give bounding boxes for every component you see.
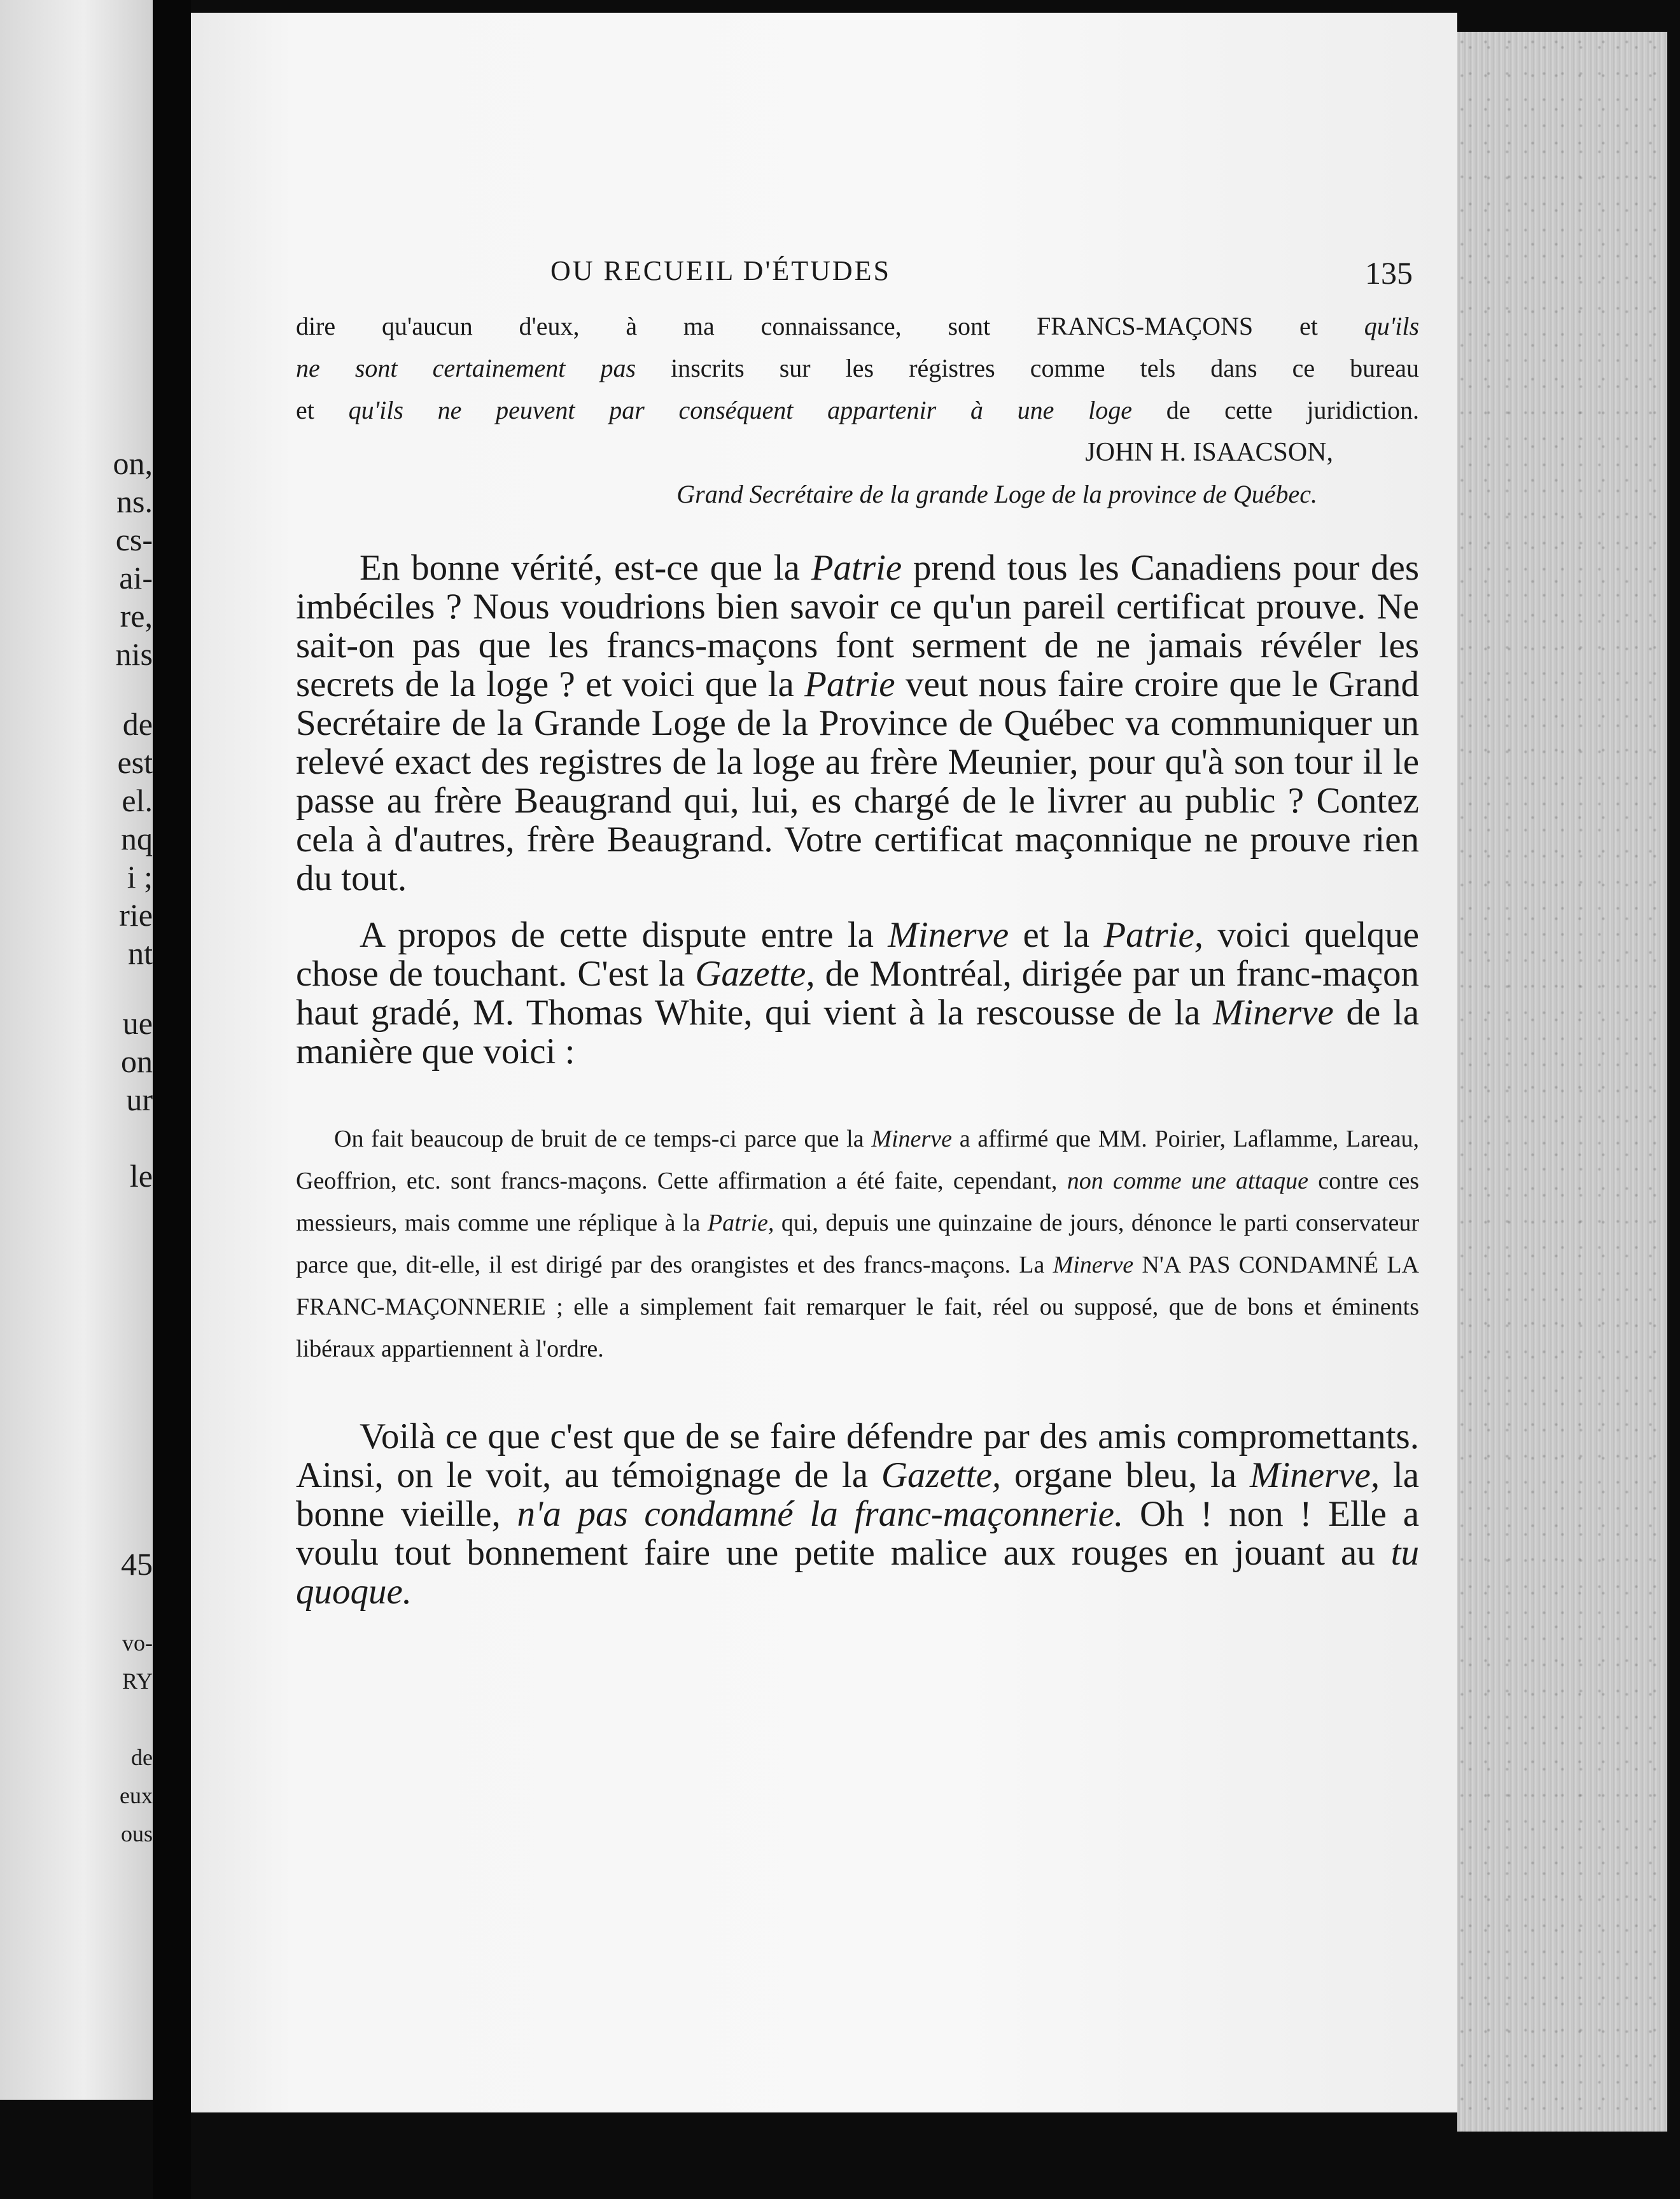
paragraph-text: En bonne vérité, est-ce que la: [360, 548, 800, 588]
signer-title: Grand Secrétaire de la grande Loge de la province de Québec.: [676, 480, 1317, 508]
certificate-text: FRANCS-MAÇONS: [1037, 312, 1254, 340]
paragraph-text: de Montréal, dirigée par un franc-maçon haut gradé, M. Thomas White, qui vient à la rescousse de la: [296, 954, 1420, 1033]
paragraph-text: Oh ! non ! Elle a voulu tout bonnement faire une petite malice aux rouges en jouant au: [296, 1494, 1420, 1573]
facing-page-fragment: nis: [115, 636, 153, 672]
quote-text: a affirmé que MM. Poirier, Laflamme, Lareau, Geoffrion, etc. sont francs-maçons. Cette affirmation a été faite, cependant,: [296, 1126, 1420, 1194]
certificate-italic: qu'ils ne peuvent par conséquent appartenir à une loge: [348, 396, 1132, 424]
page-number: 135: [1365, 255, 1413, 291]
quote-italic: Patrie,: [707, 1210, 774, 1236]
facing-page-fragment: RY: [122, 1668, 153, 1694]
running-head: [296, 255, 1419, 305]
paragraph-italic: Patrie: [804, 664, 895, 704]
certificate-italic: qu'ils: [1364, 312, 1420, 340]
certificate-text: inscrits sur les régistres comme tels dans ce bureau: [671, 354, 1420, 382]
certificate-text: de cette juridiction.: [1166, 396, 1420, 424]
paragraph-text: de la manière que voici :: [296, 993, 1420, 1072]
signer-name: JOHN H. ISAACSON,: [1085, 438, 1333, 467]
facing-page-fragment: ur: [126, 1082, 153, 1117]
facing-page-fragment: ai-: [119, 560, 153, 596]
quote-text: N'A PAS CONDAMNÉ LA FRANC-MAÇONNERIE ; elle a simplement fait remarquer le fait, réel ou supposé, que de bons et éminents libéraux appartiennent à l'ordre.: [296, 1252, 1419, 1362]
paragraph-italic: Patrie,: [1103, 915, 1204, 955]
facing-page-left: [0, 0, 153, 2100]
facing-page-fragment: est: [117, 744, 153, 780]
quote-italic: Minerve: [871, 1126, 952, 1152]
paragraph-text: voici quelque chose de touchant. C'est la: [296, 915, 1420, 994]
paragraph-text: la bonne vieille,: [296, 1455, 1420, 1534]
facing-page-fragment: ous: [120, 1821, 153, 1846]
certificate-text: et: [296, 396, 314, 424]
facing-page-fragment: ns.: [116, 484, 153, 519]
paragraph-1: [296, 548, 1419, 898]
book-gutter: [153, 0, 191, 2199]
paragraph-text: prend tous les Canadiens pour des imbéciles ? Nous voudrions bien savoir ce qu'un pareil certificat prouve. Ne sait-on pas que les francs-maçons font serment de ne jamais révéler les secrets de la loge ? et voici que la: [296, 548, 1420, 704]
page-content: [296, 255, 1419, 1611]
certificate-line-1: [296, 305, 1419, 347]
certificate-italic: ne sont certainement pas: [296, 354, 636, 382]
certificate-line-3: [296, 389, 1419, 431]
facing-page-fragment: le: [129, 1158, 153, 1194]
paragraph-italic: Minerve,: [1249, 1455, 1380, 1495]
facing-page-fragment: eux: [120, 1783, 153, 1808]
paragraph-text: et la: [1023, 915, 1090, 955]
paragraph-3: [296, 1417, 1419, 1611]
paragraph-italic: Patrie: [811, 548, 902, 588]
facing-page-fragment: on,: [113, 445, 153, 481]
quotation-block: [296, 1118, 1419, 1370]
facing-page-fragment: vo-: [122, 1630, 153, 1656]
book-page: [191, 13, 1457, 2112]
paragraph-italic: Gazette,: [695, 954, 815, 994]
paragraph-italic: Gazette,: [881, 1455, 1002, 1495]
certificate-line-2: [296, 347, 1419, 389]
facing-page-fragment: de: [122, 706, 153, 742]
quote-italic: Minerve: [1053, 1252, 1134, 1278]
quote-text: On fait beaucoup de bruit de ce temps-ci parce que la: [334, 1126, 864, 1152]
quote-text: qui, depuis une quinzaine de jours, dénonce le parti conservateur parce que, dit-elle, il est dirigé par des orangistes et des francs-maçons. La: [296, 1210, 1419, 1278]
paragraph-2: [296, 916, 1419, 1071]
certificate-text: dire qu'aucun d'eux, à ma connaissance, sont: [296, 312, 991, 340]
facing-page-fragment: re,: [120, 598, 153, 634]
paragraph-italic: Minerve: [1212, 993, 1334, 1033]
paragraph-italic: tu quoque.: [296, 1533, 1420, 1612]
quote-text: contre ces messieurs, mais comme une réplique à la: [296, 1168, 1420, 1236]
running-title: OU RECUEIL D'ÉTUDES: [550, 255, 892, 286]
paragraph-text: A propos de cette dispute entre la: [360, 915, 874, 955]
facing-page-fragment: i ;: [127, 859, 153, 895]
facing-page-fragment: nq: [121, 821, 153, 856]
paragraph-text: organe bleu, la: [1014, 1455, 1237, 1495]
facing-page-fragment: el.: [122, 783, 153, 818]
paragraph-text: veut nous faire croire que le Grand Secrétaire de la Grande Loge de la Province de Québec va communiquer un relevé exact des registres de la loge au frère Meunier, pour qu'à son tour il le passe au frère Beaugrand qui, lui, es chargé de le livrer au public ? Contez cela à d'autres, frère Beaugrand. Votre certificat maçonnique ne prouve rien du tout.: [296, 664, 1420, 898]
paragraph-italic: n'a pas condamné la franc-maçonnerie.: [517, 1494, 1124, 1534]
page-edges: [1457, 32, 1667, 2132]
quote-italic: non comme une attaque: [1067, 1168, 1308, 1194]
facing-page-fragment: rie: [119, 897, 153, 933]
facing-page-fragment: cs-: [115, 522, 153, 557]
certificate-block: [296, 305, 1419, 515]
facing-page-fragment: 45: [121, 1546, 153, 1582]
certificate-text: et: [1299, 312, 1318, 340]
facing-page-fragment: ue: [122, 1005, 153, 1041]
facing-page-fragment: de: [131, 1745, 153, 1770]
facing-page-fragment: on: [121, 1044, 153, 1079]
paragraph-italic: Minerve: [888, 915, 1009, 955]
facing-page-fragment: nt: [128, 935, 153, 971]
paragraph-text: Voilà ce que c'est que de se faire défendre par des amis compromettants. Ainsi, on le voit, au témoignage de la: [296, 1416, 1419, 1495]
